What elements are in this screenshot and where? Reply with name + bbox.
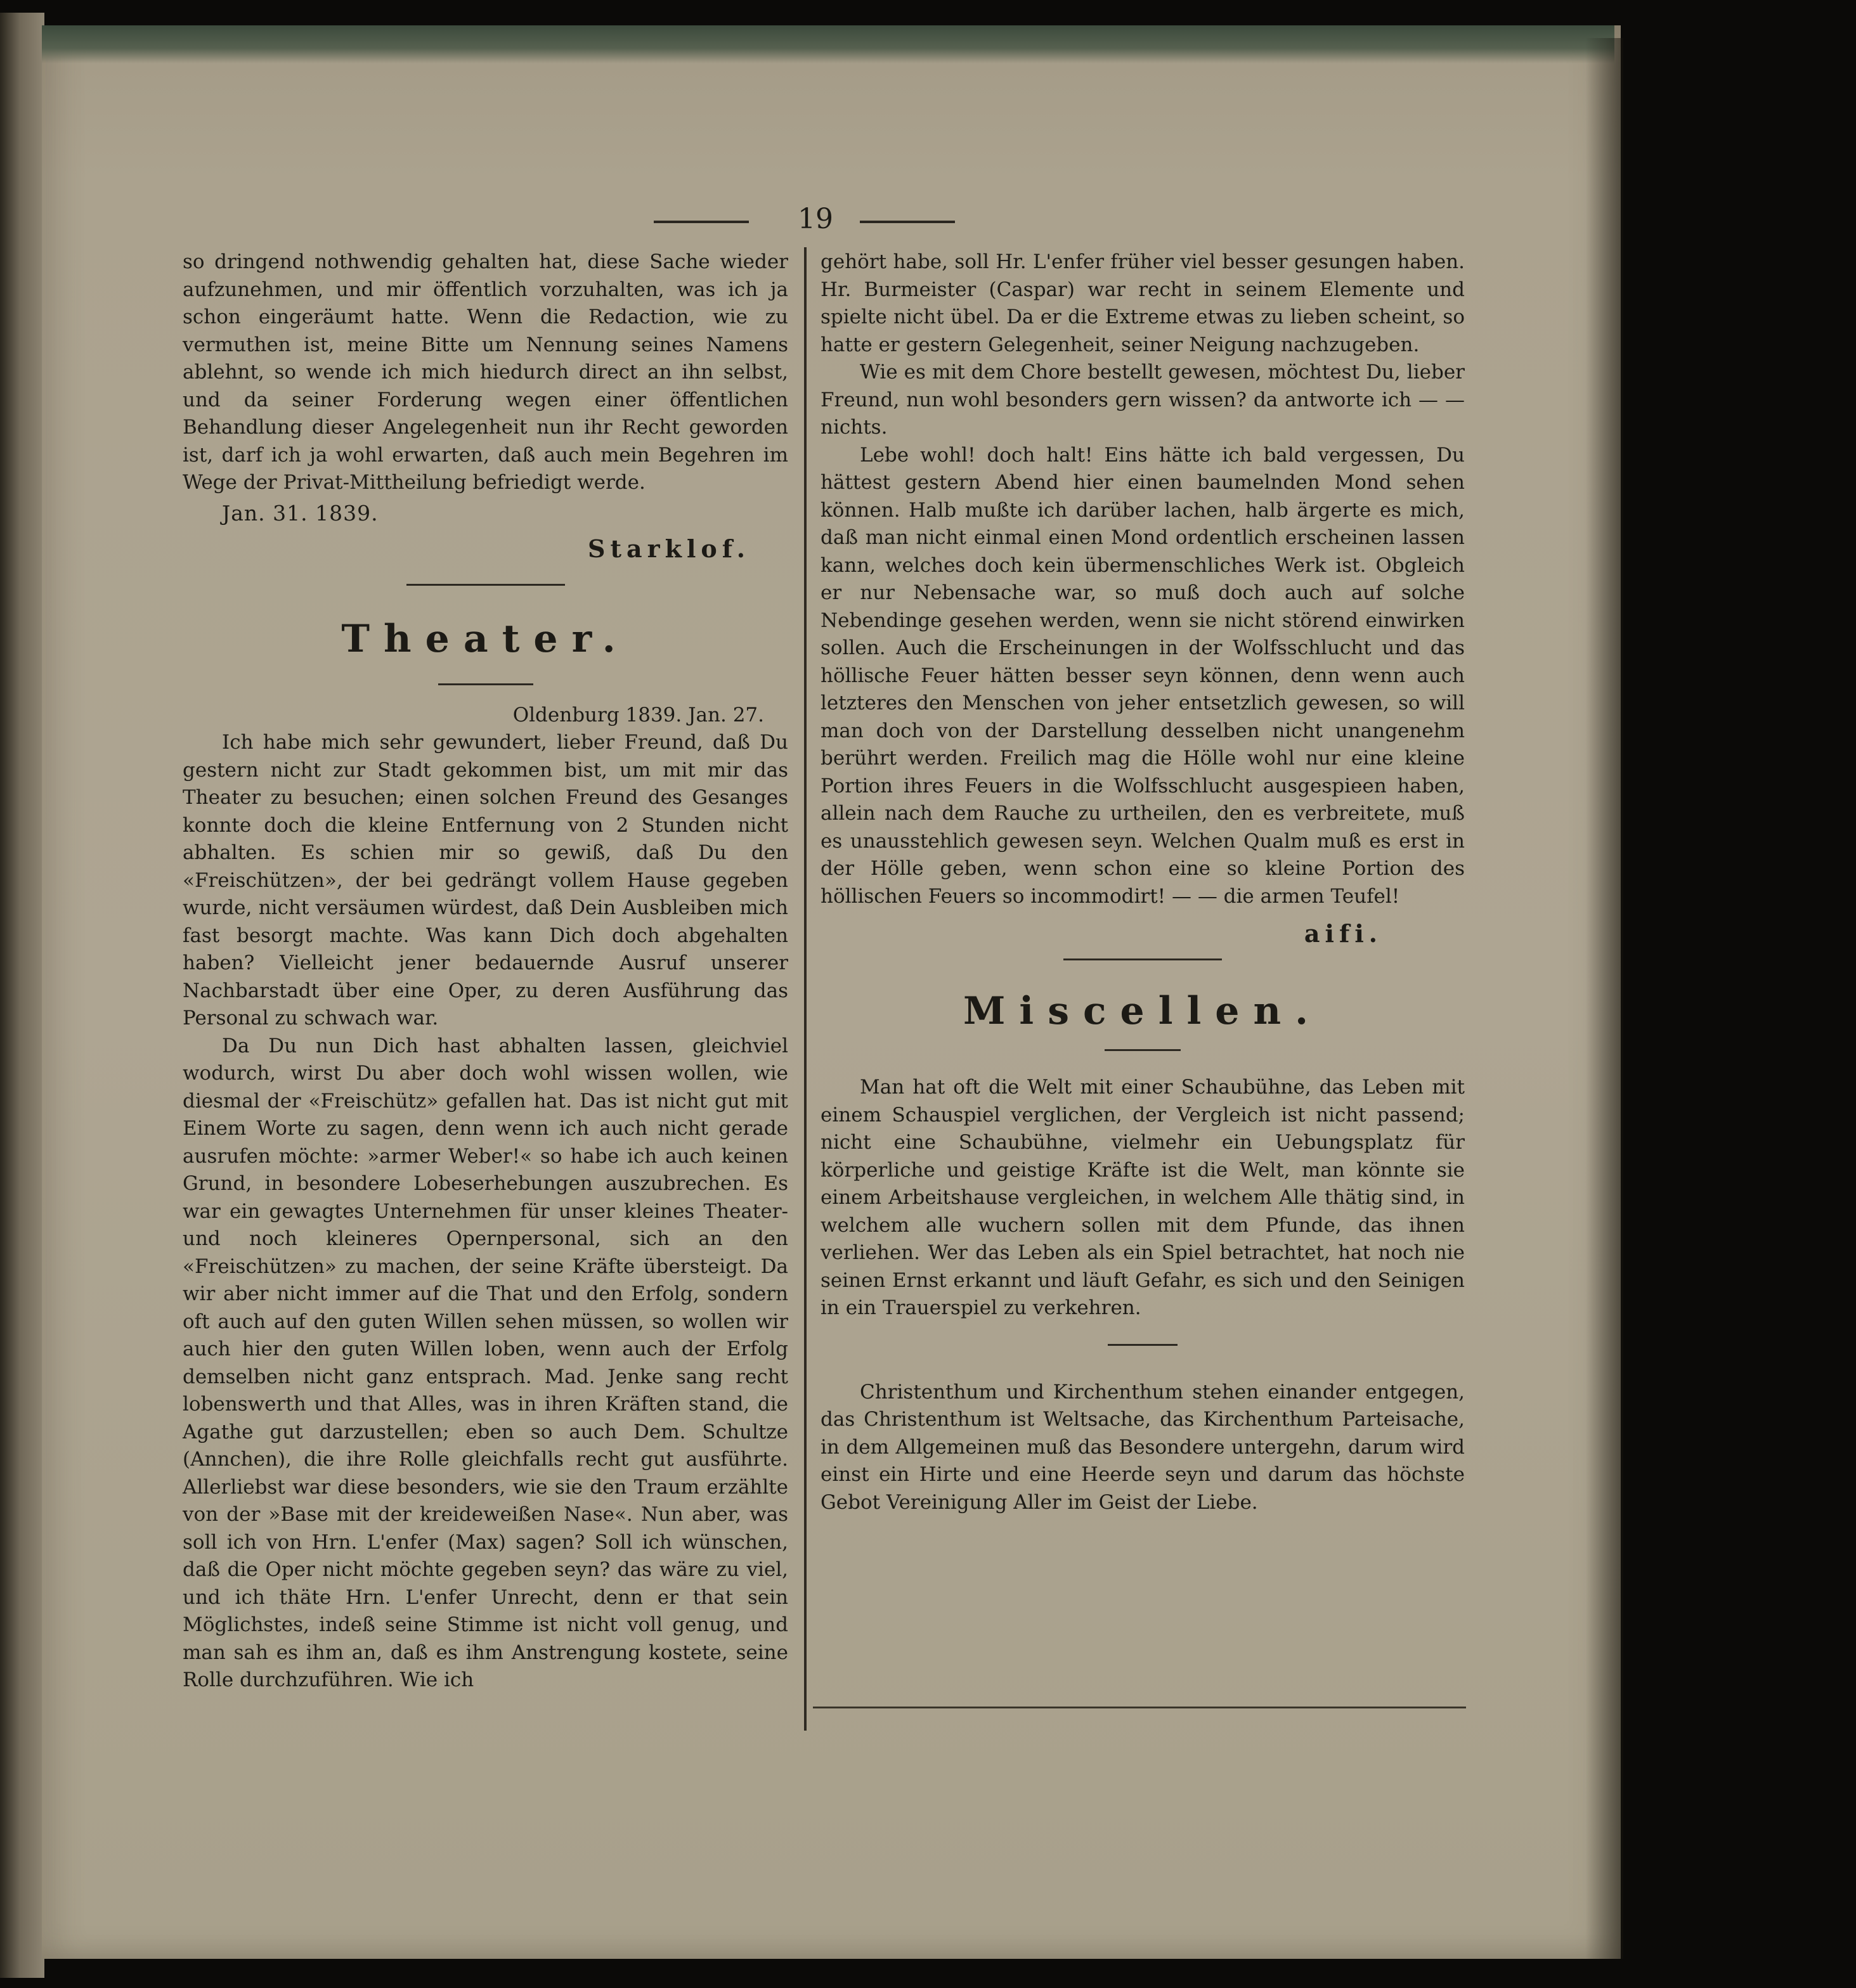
binding-strip <box>42 25 1614 63</box>
page-edge-shadow <box>1585 38 1623 1959</box>
theater-paragraph: Ich habe mich sehr gewundert, lieber Freund, daß Du gestern nicht zur Stadt gekommen bist, um mit mir das Theater zu besuchen; einen solchen Freund des Gesanges konnte doch die kleine Entfernung von 2 Stunden nicht abhalten. Es schien mir so gewiß, daß Du den «Freischützen», der bei gedrängt vollem Hause gegeben wurde, nicht versäumen würdest, daß Dein Ausbleiben mich fast besorgt machte. Was kann Dich doch abgehalten haben? Vielleicht jener bedauernde Ausruf unserer Nachbarstadt über eine Oper, zu deren Ausführung das Personal zu schwach war. <box>183 731 788 1030</box>
theater-dateline: Oldenburg 1839. Jan. 27. <box>512 703 764 726</box>
theater-title: Theater. <box>341 616 630 661</box>
newspaper-page <box>42 25 1621 1959</box>
section-rule <box>406 584 565 586</box>
misc-title: Miscellen. <box>963 989 1322 1033</box>
section-rule <box>1063 958 1222 960</box>
book-spine-edge <box>0 13 44 1978</box>
header-ornament-left <box>654 221 749 223</box>
misc-paragraph: Christenthum und Kirchenthum stehen einander entgegen, das Christenthum ist Weltsache, das Kirchenthum Parteisache, in dem Allgemeinen muß das Besondere untergehn, darum wird einst ein Hirte und eine Heerde seyn und darum das höchste Gebot Vereinigung Aller im Geist der Liebe. <box>821 1380 1465 1514</box>
theater-paragraph: Da Du nun Dich hast abhalten lassen, gleichviel wodurch, wirst Du aber doch wohl wissen wollen, wie diesmal der «Freischütz» gefallen hat. Das ist nicht gut mit Einem Worte zu sagen, denn wenn ich auch nicht gerade ausrufen möchte: »armer Weber!« so habe ich auch keinen Grund, in besondere Lobeserhebungen auszubrechen. Es war ein gewagtes Unternehmen für unser kleines Theater- und noch kleineres Opernpersonal, sich an den «Freischützen» zu machen, der seine Kräfte übersteigt. Da wir aber nicht immer auf die That und den Erfolg, sondern oft auch auf den guten Willen sehen müssen, so wollen wir auch hier den guten Willen loben, wenn auch der Erfolg demselben nicht ganz entsprach. Mad. Jenke sang recht lobenswerth und that Alles, was in ihren Kräften stand, die Agathe gut darzustellen; eben so auch Dem. Schultze (Annchen), die ihre Rolle gleichfalls recht gut ausführte. Allerliebst war diese besonders, wie sie den Traum erzählte von der »Base mit der kreideweißen Nase«. Nun aber, was soll ich von Hrn. L'enfer (Max) sagen? Soll ich wünschen, daß die Oper nicht möchte gegeben seyn? das wäre zu viel, und ich thäte Hrn. L'enfer Unrecht, denn er that sein Möglichstes, indeß seine Stimme ist nicht voll genug, und man sah es ihm an, daß es ihm Anstrengung kostete, seine Rolle durchzuführen. Wie ich <box>183 1034 788 1691</box>
right-column <box>821 248 1465 1516</box>
column-end-rule <box>813 1707 1466 1708</box>
page-number: 19 <box>798 203 833 235</box>
header-ornament-right <box>860 221 955 223</box>
item-rule <box>1108 1344 1178 1346</box>
theater-paragraph: Wie es mit dem Chore bestellt gewesen, möchtest Du, lieber Freund, nun wohl besonders gern wissen? da antworte ich — — nichts. <box>821 361 1465 439</box>
column-divider <box>804 247 807 1731</box>
page-header <box>42 197 1621 247</box>
letter-paragraph: so dringend nothwendig gehalten hat, diese Sache wieder aufzunehmen, und mir öffentlich vorzuhalten, was ich ja schon eingeräumt hatte. Wenn die Redaction, wie zu vermuthen ist, meine Bitte um Nennung seines Namens ablehnt, so wende ich mich hiedurch direct an ihn selbst, und da seiner Forderung wegen einer öffentlichen Behandlung dieser Angelegenheit nun ihr Recht geworden ist, darf ich ja wohl erwarten, daß auch mein Begehren im Wege der Privat-Mittheilung befriedigt werde. <box>183 250 788 494</box>
misc-paragraph: Man hat oft die Welt mit einer Schaubühne, das Leben mit einem Schauspiel verglichen, der Vergleich ist nicht passend; nicht eine Schaubühne, vielmehr ein Uebungsplatz für körperliche und geistige Kräfte ist die Welt, man könnte sie einem Arbeitshause vergleichen, in welchem Alle thätig sind, in welchem alle wuchern sollen mit dem Pfunde, das ihnen verliehen. Wer das Leben als ein Spiel betrachtet, hat noch nie seinen Ernst erkannt und läuft Gefahr, es sich und den Seinigen in ein Trauerspiel zu verkehren. <box>821 1076 1465 1319</box>
left-column <box>183 248 788 1694</box>
theater-paragraph: Lebe wohl! doch halt! Eins hätte ich bald vergessen, Du hättest gestern Abend hier einen baumelnden Mond sehen können. Halb mußte ich darüber lachen, halb ärgerte es mich, daß man nicht einmal einen Mond ordentlich erscheinen lassen kann, welches doch kein übermenschliches Werk ist. Obgleich er nur Nebensache war, so muß doch auch auf solche Nebendinge gesehen werden, wenn sie nicht störend einwirken sollen. Auch die Erscheinungen in der Wolfsschlucht und das höllische Feuer hätten besser seyn können, denn wenn auch letzteres den Menschen von jeher entsetzlich gewesen, so will man doch von der Darstellung desselben nicht unangenehm berührt werden. Freilich mag die Hölle wohl nur eine kleine Portion ihres Feuers in die Wolfsschlucht ausgespieen haben, allein nach dem Rauche zu urtheilen, den es verbreitete, muß es unausstehlich gewesen seyn. Welchen Qualm muß es erst in der Hölle geben, wenn schon eine so kleine Portion des höllischen Feuers so incommodirt! — — die armen Teufel! <box>821 443 1465 908</box>
theater-signature: aifi. <box>1304 919 1382 948</box>
letter-date: Jan. 31. 1839. <box>222 500 379 526</box>
theater-paragraph: gehört habe, soll Hr. L'enfer früher viel besser gesungen haben. Hr. Burmeister (Caspar) war recht in seinem Elemente und spielte nicht übel. Da er die Extreme etwas zu lieben scheint, so hatte er gestern Gelegenheit, seiner Neigung nachzugeben. <box>821 250 1465 356</box>
letter-signature: Starklof. <box>588 534 750 563</box>
